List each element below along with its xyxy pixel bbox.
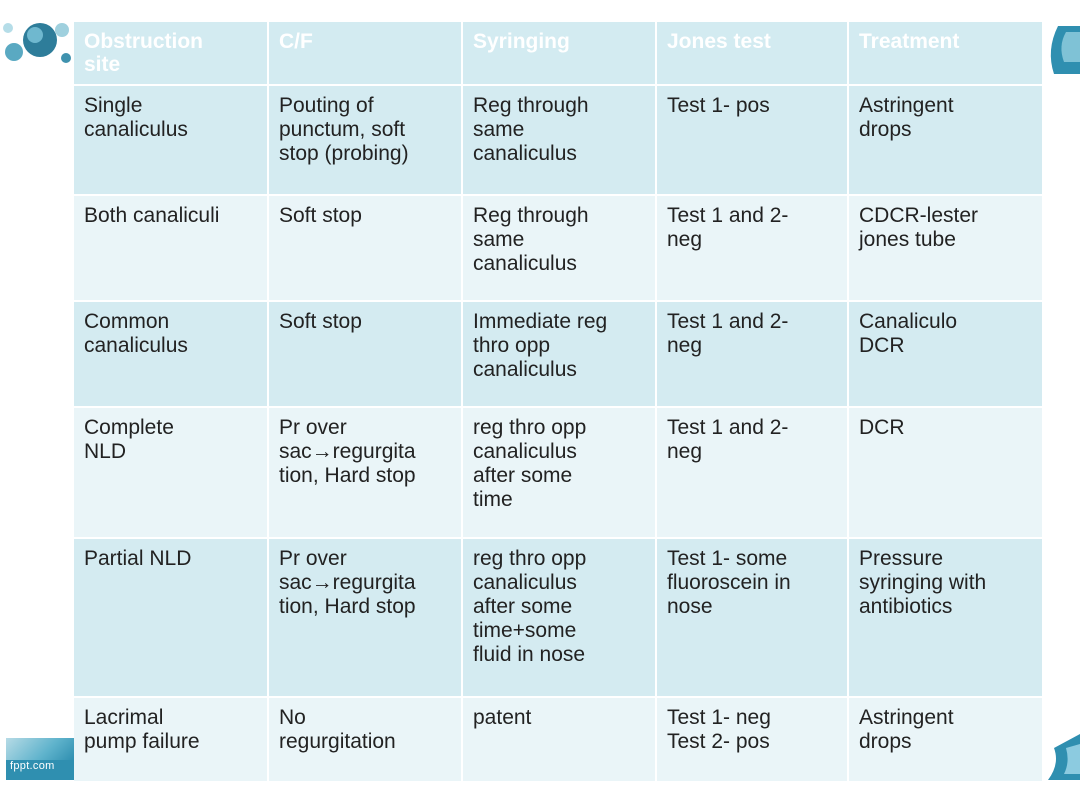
table-row — [74, 85, 1042, 195]
cell-text-line: same — [473, 118, 525, 141]
cell-text-line: Lacrimal — [84, 705, 164, 729]
header-syringing — [462, 22, 656, 85]
cell-text-line: syringing with — [859, 570, 987, 594]
cell-jones-test — [656, 85, 848, 195]
header-text-line: Obstruction — [84, 30, 203, 53]
header-cf — [268, 22, 462, 85]
right-edge-decoration-top — [1044, 26, 1080, 74]
table-header — [74, 22, 1042, 85]
cell-text-line: time+some — [473, 618, 577, 642]
cell-obstruction-site — [74, 301, 268, 407]
cell-text-line: after some — [473, 594, 573, 618]
cell-cf — [268, 538, 462, 697]
header-jones-test — [656, 22, 848, 85]
cell-text-line: drops — [859, 118, 912, 141]
fppt-logo — [6, 738, 74, 780]
cell-treatment — [848, 697, 1042, 781]
cell-text-line: Reg through — [473, 203, 589, 227]
cell-treatment — [848, 407, 1042, 538]
cell-text-line: fluid in nose — [473, 642, 586, 666]
cell-text-line: Single — [84, 94, 143, 117]
cell-syringing — [462, 407, 656, 538]
cell-text-line: Test 1 and 2- — [667, 203, 789, 227]
cell-text-line: Pr over — [279, 546, 347, 570]
cell-text-line: thro opp — [473, 333, 551, 357]
cell-text-line: Pressure — [859, 546, 944, 570]
cell-text-line: canaliculus — [473, 439, 577, 463]
cell-text-line: punctum, soft — [279, 118, 406, 141]
cell-treatment — [848, 195, 1042, 301]
cell-text-line: Canaliculo — [859, 309, 958, 333]
cell-jones-test — [656, 538, 848, 697]
cell-text-line: No — [279, 705, 306, 729]
corner-bubble-decoration — [0, 18, 74, 70]
table-row — [74, 195, 1042, 301]
cell-text-line: time — [473, 487, 513, 511]
cell-text-line: neg — [667, 333, 703, 357]
cell-text-line: Soft stop — [279, 309, 362, 333]
cell-text-line: fluoroscein in — [667, 570, 791, 594]
cell-cf — [268, 301, 462, 407]
cell-text-line: Common — [84, 309, 170, 333]
cell-text-line: jones tube — [859, 227, 956, 251]
cell-text-line: Astringent — [859, 705, 954, 729]
cell-text-line: neg — [667, 227, 703, 251]
cell-obstruction-site — [74, 85, 268, 195]
cell-treatment — [848, 538, 1042, 697]
cell-syringing — [462, 697, 656, 781]
cell-obstruction-site — [74, 697, 268, 781]
cell-text-line: nose — [667, 594, 713, 618]
cell-text-line: canaliculus — [473, 251, 577, 275]
cell-treatment — [848, 301, 1042, 407]
cell-text-line: DCR — [859, 333, 905, 357]
cell-text-line: NLD — [84, 439, 127, 463]
cell-text-line: canaliculus — [473, 142, 577, 165]
header-text-line: site — [84, 53, 121, 76]
cell-cf — [268, 195, 462, 301]
cell-obstruction-site — [74, 538, 268, 697]
cell-text-line: Reg through — [473, 94, 589, 117]
header-treatment — [848, 22, 1042, 85]
cell-text-line: Complete — [84, 415, 174, 439]
logo-text: fppt.com — [10, 760, 55, 772]
cell-text-line: Test 2- pos — [667, 729, 770, 753]
cell-text-line: sac→regurgita — [279, 570, 416, 594]
cell-jones-test — [656, 301, 848, 407]
cell-text-line: DCR — [859, 415, 905, 439]
right-edge-decoration-bottom — [1044, 734, 1080, 780]
cell-jones-test — [656, 407, 848, 538]
header-text-line: Jones test — [667, 30, 771, 53]
cell-text-line: same — [473, 227, 525, 251]
cell-text-line: Soft stop — [279, 203, 362, 227]
cell-syringing — [462, 538, 656, 697]
cell-treatment — [848, 85, 1042, 195]
table-body — [74, 85, 1042, 781]
cell-text-line: after some — [473, 463, 573, 487]
header-obstruction-site — [74, 22, 268, 85]
table-row — [74, 407, 1042, 538]
cell-syringing — [462, 301, 656, 407]
cell-text-line: antibiotics — [859, 594, 953, 618]
cell-text-line: stop (probing) — [279, 142, 409, 165]
cell-text-line: canaliculus — [84, 118, 188, 141]
cell-text-line: canaliculus — [84, 333, 188, 357]
header-text-line: C/F — [279, 30, 313, 53]
cell-text-line: reg thro opp — [473, 415, 587, 439]
cell-text-line: Immediate reg — [473, 309, 608, 333]
cell-text-line: canaliculus — [473, 357, 577, 381]
header-row — [74, 22, 1042, 85]
cell-text-line: regurgitation — [279, 729, 396, 753]
cell-text-line: pump failure — [84, 729, 200, 753]
cell-jones-test — [656, 697, 848, 781]
cell-syringing — [462, 85, 656, 195]
cell-text-line: Pr over — [279, 415, 347, 439]
cell-text-line: Partial NLD — [84, 546, 192, 570]
cell-text-line: tion, Hard stop — [279, 463, 416, 487]
cell-cf — [268, 85, 462, 195]
cell-obstruction-site — [74, 195, 268, 301]
cell-text-line: Test 1 and 2- — [667, 309, 789, 333]
cell-text-line: neg — [667, 439, 703, 463]
cell-text-line: patent — [473, 705, 532, 729]
table-row — [74, 697, 1042, 781]
cell-text-line: Test 1- some — [667, 546, 788, 570]
cell-text-line: Pouting of — [279, 94, 374, 117]
header-text-line: Treatment — [859, 30, 960, 53]
cell-text-line: tion, Hard stop — [279, 594, 416, 618]
cell-text-line: drops — [859, 729, 912, 753]
cell-text-line: canaliculus — [473, 570, 577, 594]
cell-text-line: CDCR-lester — [859, 203, 979, 227]
table-row — [74, 301, 1042, 407]
cell-text-line: Test 1- pos — [667, 94, 770, 117]
lacrimal-obstruction-table — [74, 22, 1042, 781]
cell-jones-test — [656, 195, 848, 301]
cell-text-line: Test 1 and 2- — [667, 415, 789, 439]
cell-text-line: Test 1- neg — [667, 705, 771, 729]
cell-syringing — [462, 195, 656, 301]
table-row — [74, 538, 1042, 697]
cell-cf — [268, 407, 462, 538]
header-text-line: Syringing — [473, 30, 570, 53]
cell-text-line: reg thro opp — [473, 546, 587, 570]
cell-cf — [268, 697, 462, 781]
cell-text-line: sac→regurgita — [279, 439, 416, 463]
cell-text-line: Both canaliculi — [84, 203, 220, 227]
cell-obstruction-site — [74, 407, 268, 538]
cell-text-line: Astringent — [859, 94, 954, 117]
